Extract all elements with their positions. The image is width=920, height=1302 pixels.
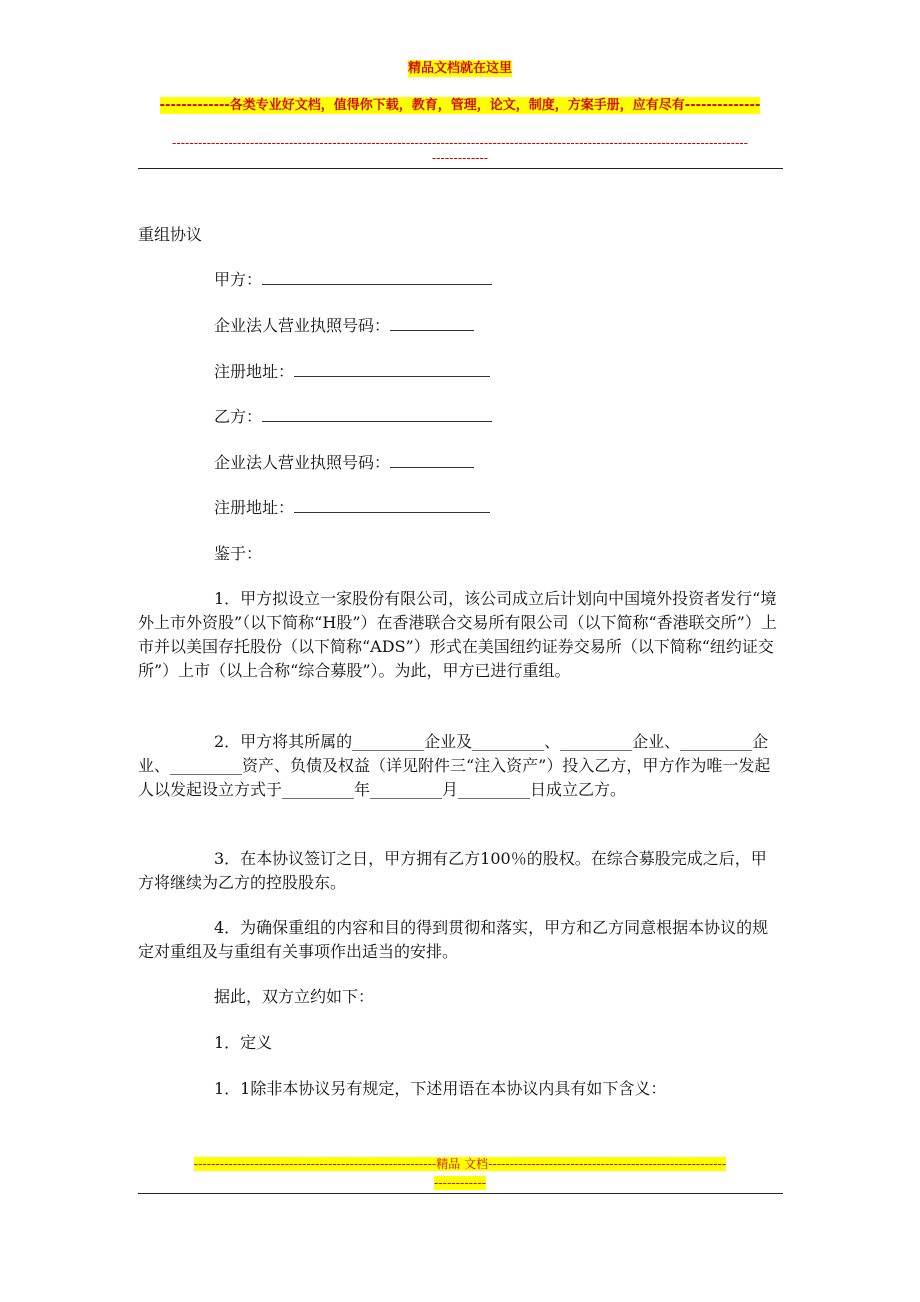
header-divider: [138, 168, 783, 169]
section-1-1: 1．1除非本协议另有规定，下述用语在本协议内具有如下含义：: [214, 1079, 667, 1098]
party-a-address-label: 注册地址：: [214, 362, 295, 381]
footer-line-2: [138, 1176, 782, 1190]
whereas-heading: 鉴于：: [214, 544, 263, 563]
footer-divider: [138, 1193, 783, 1194]
party-b-license-blank: [390, 453, 474, 468]
party-b-address-field: [214, 497, 490, 519]
party-b-license-field: [214, 452, 474, 474]
party-b-license-label: 企业法人营业执照号码：: [214, 453, 391, 472]
clause-3: 3．在本协议签订之日，甲方拥有乙方100％的股权。在综合募股完成之后，甲方将继续为乙方的控股股东。: [138, 849, 767, 892]
party-a-address-blank: [294, 362, 490, 377]
footer-line-1-text: --------------------------------------------------------精品 文档-------------------------------------------------------: [193, 1157, 727, 1171]
party-a-field: [214, 269, 492, 291]
footer-line-1: [138, 1157, 782, 1171]
party-b-label: 乙方：: [214, 407, 263, 426]
party-b-blank: [262, 407, 492, 422]
header-dash-row-2: -------------: [431, 151, 489, 165]
header-tagline: [0, 98, 920, 114]
clause-2: 2．甲方将其所属的_________企业及_________、_________企业、_________企业、_________资产、负债及权益（详见附件三“注入资产”）投入乙方，甲方作为唯一发起人以发起设立方式于_________年_________月_________日成立乙方。: [138, 732, 771, 799]
document-title: 重组协议: [138, 225, 203, 244]
clause-4: 4．为确保重组的内容和目的得到贯彻和落实，甲方和乙方同意根据本协议的规定对重组及与重组有关事项作出适当的安排。: [138, 918, 769, 961]
party-b-address-label: 注册地址：: [214, 498, 295, 517]
party-a-blank: [262, 270, 492, 285]
section-1-heading: 1．定义: [214, 1033, 273, 1052]
party-b-field: [214, 406, 492, 428]
party-a-address-field: [214, 361, 490, 383]
party-a-license-field: [214, 315, 474, 337]
header-banner-text: 精品文档就在这里: [407, 61, 512, 76]
party-b-address-blank: [294, 498, 490, 513]
header-banner: [0, 61, 920, 77]
clause-1: 1．甲方拟设立一家股份有限公司，该公司成立后计划向中国境外投资者发行“境外上市外资股”（以下简称“H股”）在香港联合交易所有限公司（以下简称“香港联交所”）上市并以美国存托股份（以下简称“ADS”）形式在美国纽约证券交易所（以下简称“纽约证交所”）上市（以上合称“综合募股”）。为此，甲方已进行重组。: [138, 589, 777, 680]
party-a-label: 甲方：: [214, 270, 263, 289]
header-dash-row-1: -------------------------------------------------------------------------------------------------------------------------------------: [172, 136, 748, 150]
footer-line-2-text: ------------: [434, 1176, 486, 1190]
agreement-line: 据此，双方立约如下：: [214, 987, 375, 1006]
party-a-license-label: 企业法人营业执照号码：: [214, 316, 391, 335]
party-a-license-blank: [390, 316, 474, 331]
header-tagline-text: -------------各类专业好文档，值得你下载，教育，管理，论文，制度，方案手册，应有尽有--------------: [159, 98, 761, 113]
